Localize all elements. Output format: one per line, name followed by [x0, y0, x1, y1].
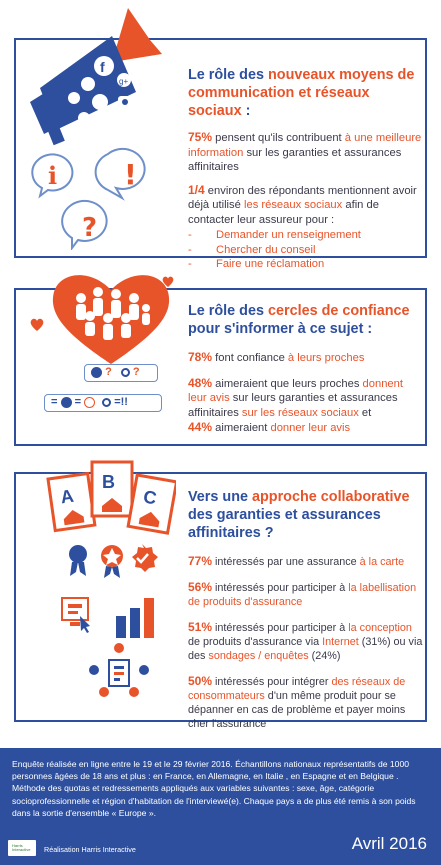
survey-chart-icon	[60, 594, 170, 642]
small-heart-icon	[162, 276, 174, 287]
section1-title: Le rôle des nouveaux moyens de communication et réseaux sociaux :	[188, 67, 415, 119]
svg-text:f: f	[100, 59, 105, 75]
harris-logo: Harris Interactive	[8, 840, 36, 856]
survey-bar-top: ? ?	[84, 364, 158, 382]
list-item: - Faire une réclamation	[188, 257, 424, 272]
stat-50: 50% intéressés pour intégrer des réseaux de consommateurs d'un même produit pour se dépanner en cas de problème et payer moins cher l'assurance	[188, 674, 406, 730]
publication-date: Avril 2016	[351, 834, 427, 853]
exclamation-symbol: !	[124, 158, 137, 191]
footer	[0, 748, 441, 865]
medal-icon	[102, 398, 111, 407]
svg-text:A: A	[59, 485, 75, 508]
section3-title: Vers une approche collaborative des garanties et assurances affinitaires ?	[188, 489, 410, 541]
question-bubbles-icon	[30, 140, 170, 250]
stat-75: 75% pensent qu'ils contribuent à une meilleure information sur les garanties et assurances affinitaires	[188, 130, 422, 173]
megaphone-icon	[0, 0, 170, 150]
methodology-text: Enquête réalisée en ligne entre le 19 et le 29 février 2016. Échantillons nationaux représentatifs de 1000 personnes âgées de 18 ans et plus : en France, en Allemagne, en Italie , en Espagne et en Belgique . Méthode des quotas et redressements appliqués aux variables suivantes : sexe, âge, catégorie socioprofessionnelle et région d'habitation de l'interviewé(e). Chaque pays a de plus été remis à son poids dans la sortie d'ensemble « Europe ».	[12, 759, 416, 818]
check-icon	[61, 397, 72, 408]
section3-text	[188, 488, 424, 731]
info-symbol: i	[48, 161, 58, 190]
stat-77: 77% intéressés par une assurance à la carte	[188, 554, 405, 568]
realisation-credit: Réalisation Harris Interactive	[44, 845, 136, 854]
survey-bar-bottom: = = =!!	[44, 394, 162, 412]
heart-people-icon	[46, 268, 176, 368]
award-badges-icon	[64, 540, 164, 580]
section2-text	[188, 302, 424, 436]
svg-text:C: C	[141, 486, 159, 509]
check-icon	[91, 367, 102, 378]
medal-icon	[121, 368, 130, 377]
stat-78: 78% font confiance à leurs proches	[188, 350, 365, 364]
section1-text	[188, 66, 424, 272]
list-item: - Demander un renseignement	[188, 228, 424, 243]
abc-cards-icon	[46, 456, 176, 542]
stat-quarter: 1/4 environ des répondants mentionnent avoir déjà utilisé les réseaux sociaux afin de contacter leur assureur pour :	[188, 182, 417, 226]
list-item: - Chercher du conseil	[188, 243, 424, 258]
stat-48: 48% aimeraient que leurs proches donnent leur avis sur leurs garanties et assurances affinitaires sur les réseaux sociaux et	[188, 375, 403, 419]
stat-51: 51% intéressés pour participer à la conception de produits d'assurance via Internet (31%) ou via des sondages / enquêtes (24%)	[188, 620, 423, 662]
question-symbol: ?	[82, 213, 98, 243]
reasons-list	[188, 228, 424, 272]
svg-text:g+: g+	[119, 77, 129, 86]
stat-44: 44% aimeraient donner leur avis	[188, 420, 351, 434]
consumer-network-icon	[84, 640, 154, 700]
stat-56: 56% intéressés pour participer à la labellisation de produits d'assurance	[188, 580, 417, 608]
small-heart-icon	[30, 318, 44, 331]
svg-text:B: B	[102, 472, 115, 492]
section2-title: Le rôle des cercles de confiance pour s'informer à ce sujet :	[188, 303, 410, 337]
sad-face-icon	[84, 397, 95, 408]
